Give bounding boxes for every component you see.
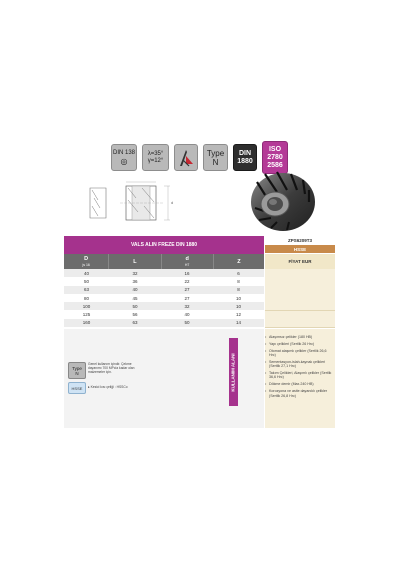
iso-number-2: 2586	[267, 161, 283, 169]
legend-hsse-label: HSSE	[71, 385, 83, 391]
col-header-D-label: D	[84, 255, 89, 262]
legend-type-badge	[68, 362, 86, 379]
legend-type-value: N	[75, 370, 79, 376]
cell-d: 22	[184, 278, 190, 284]
din1880-label: DIN	[238, 149, 252, 157]
material-label	[265, 245, 335, 253]
concentric-circle-icon: ◎	[120, 156, 128, 166]
cell-D: 40	[83, 270, 89, 276]
cell-D: 100	[82, 303, 91, 309]
drawing-label-d: d	[171, 200, 174, 205]
product-code-text: ZPS6209T3	[287, 238, 312, 243]
column-headers	[64, 254, 264, 269]
type-label: Type	[206, 148, 225, 158]
din1880-badge	[233, 144, 257, 171]
col-header-d-tol: H7	[184, 262, 190, 267]
table-row	[64, 286, 264, 294]
legend-hsse-badge	[68, 382, 86, 394]
col-header-Z	[214, 254, 264, 269]
table-title	[64, 236, 264, 254]
cell-L: 40	[132, 287, 138, 293]
table-row	[64, 277, 264, 285]
helix-angle-label: λ=35°	[147, 150, 164, 157]
cell-d: 16	[184, 270, 190, 276]
cell-Z: 14	[235, 320, 241, 326]
table-row	[64, 319, 264, 327]
table-row	[64, 302, 264, 310]
price-cell	[265, 319, 335, 328]
col-header-D	[64, 254, 109, 269]
cell-D: 50	[83, 278, 89, 284]
cell-d: 32	[184, 303, 190, 309]
list-item: • Otomat alaşımlı çelikler (Sertlik 26,6 Hrc)	[265, 349, 333, 358]
din138-badge	[111, 144, 137, 171]
cell-Z: 10	[235, 303, 241, 309]
cutting-direction-badge	[174, 144, 198, 171]
iso-number-1: 2780	[267, 153, 283, 161]
col-header-d	[162, 254, 214, 269]
cell-L: 36	[132, 278, 138, 284]
legend-type-text: Genel kullanım içindir. Çekme dayanımı 700 MPa'a kadar olan malzemeler için.	[88, 362, 135, 374]
shell-mill-image	[243, 168, 319, 234]
col-header-D-tol: js 16	[82, 262, 90, 267]
cell-D: 63	[83, 287, 89, 293]
type-value: N	[212, 157, 219, 167]
col-header-d-label: d	[185, 255, 189, 262]
helix-angle-badge	[142, 144, 169, 171]
cell-L: 63	[132, 320, 138, 326]
usage-list	[265, 335, 333, 400]
col-header-Z-label: Z	[237, 258, 241, 265]
col-header-L	[109, 254, 161, 269]
cell-d: 27	[184, 287, 190, 293]
legend-hsse-text	[88, 385, 148, 389]
type-badge	[203, 144, 228, 171]
cell-Z: 6	[237, 270, 240, 276]
table-row	[64, 269, 264, 277]
rake-angle-label: γ=12°	[147, 157, 164, 164]
arrow-right-icon: ▸	[88, 385, 91, 389]
cell-d: 27	[184, 295, 190, 301]
cell-L: 56	[132, 312, 138, 318]
cell-Z: 8	[237, 278, 240, 284]
price-header-text: FİYAT EUR	[288, 259, 312, 264]
list-item: • Yapı çelikleri (Sertlik 26 Hrc)	[265, 342, 333, 346]
list-item: • Dökme demir (Max.240 HB)	[265, 382, 333, 386]
cell-D: 160	[82, 320, 91, 326]
col-header-L-label: L	[133, 258, 137, 265]
cell-L: 45	[132, 295, 138, 301]
cell-Z: 8	[237, 287, 240, 293]
material-label-text: HSSE	[293, 246, 307, 252]
usage-area-label: KULLANIM ALANI	[231, 352, 237, 392]
din1880-number: 1880	[237, 157, 253, 165]
table-row	[64, 294, 264, 302]
cell-d: 50	[184, 320, 190, 326]
din138-label: DIN 138	[112, 149, 135, 156]
cell-D: 80	[83, 295, 89, 301]
list-item: • Alaşımsız çelikler (180 HB)	[265, 335, 333, 339]
table-row	[64, 311, 264, 319]
iso-label: ISO	[268, 145, 282, 153]
cell-L: 32	[132, 270, 138, 276]
usage-area-bar	[229, 338, 238, 406]
price-header	[265, 254, 335, 269]
cell-Z: 12	[235, 312, 241, 318]
technical-drawing	[84, 178, 180, 226]
list-item: • Takım Çelikleri, Alaşımlı çelikler (Sertlik 36,6 Hrc)	[265, 371, 333, 380]
cell-L: 50	[132, 303, 138, 309]
table-title-text: VALS ALIN FREZE DIN 1880	[130, 242, 198, 248]
cutting-direction-icon	[177, 148, 195, 168]
cell-D: 125	[82, 312, 91, 318]
list-item: • Sementasyon-islah-kaynak çelikleri (Sertlik 27,1 Hrc)	[265, 360, 333, 369]
cell-d: 40	[184, 312, 190, 318]
cell-Z: 10	[235, 295, 241, 301]
legend-hsse-description: Kesici kısı çeliği : HSSCo	[90, 385, 128, 389]
legend-type-label: Type	[72, 365, 82, 371]
list-item: • Korozyona ve asite dayanıklı çelikler (Sertlik 26,8 Hrc)	[265, 389, 333, 398]
